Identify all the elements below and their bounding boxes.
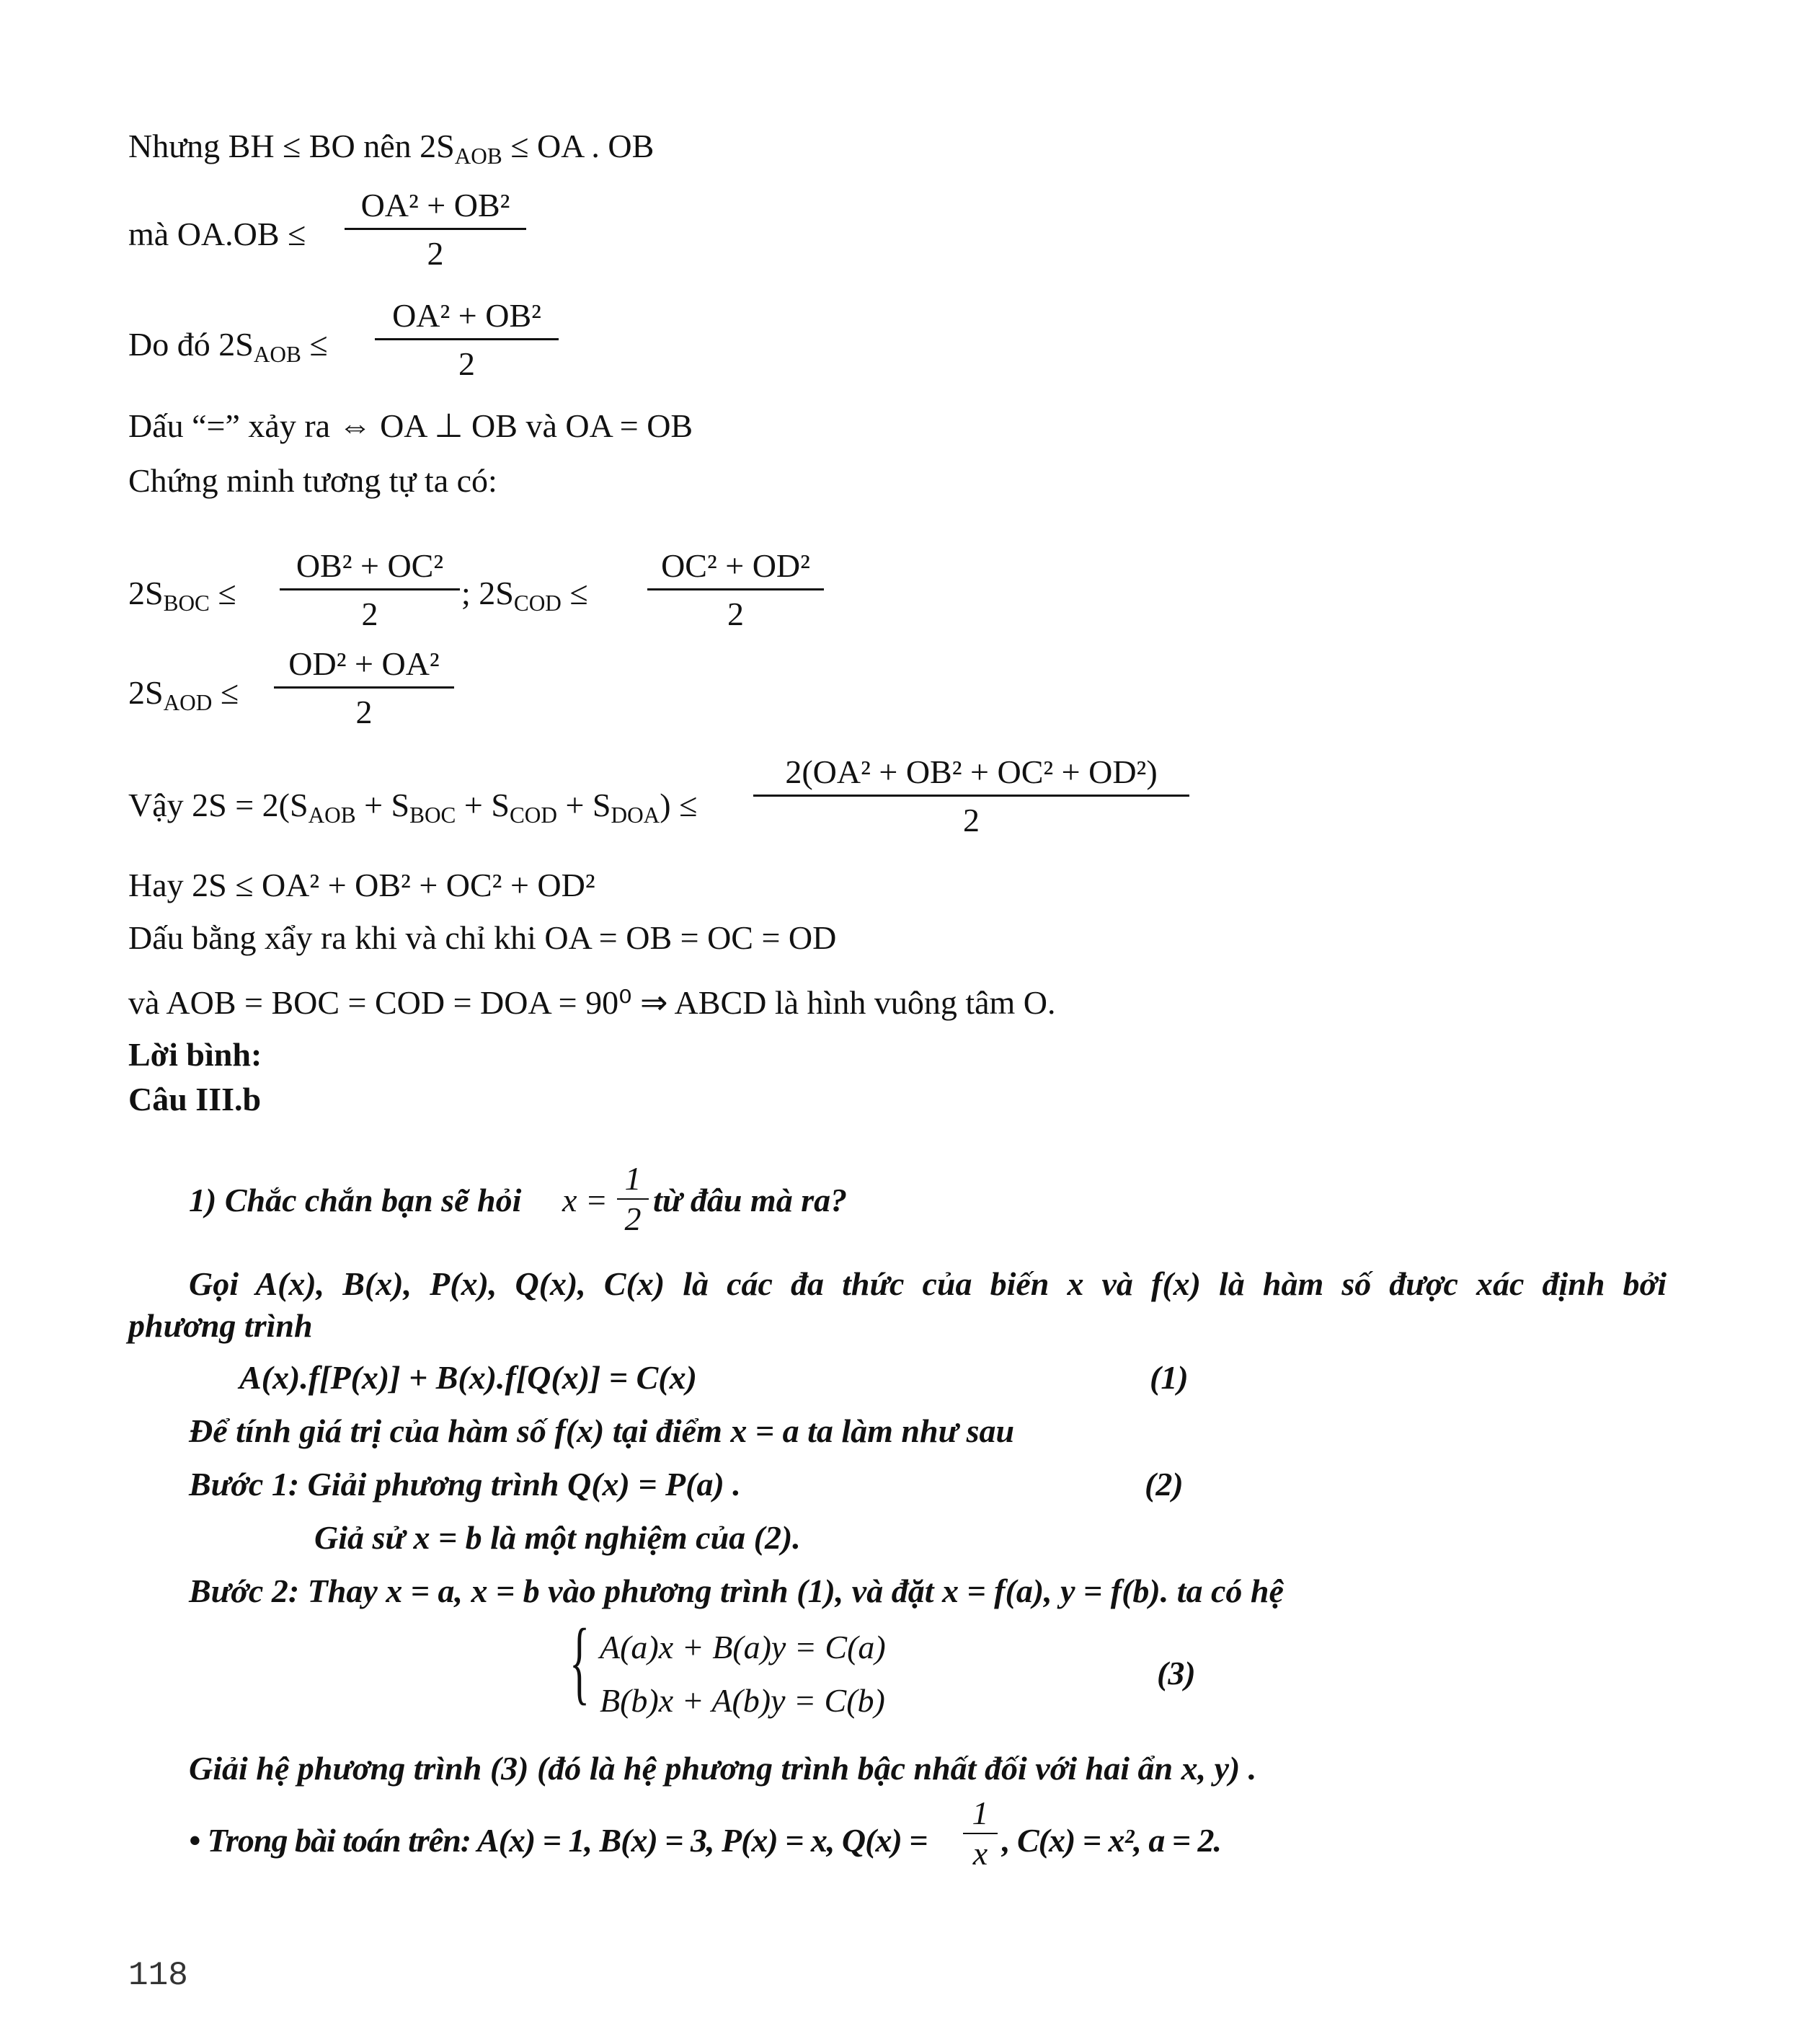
subscript: AOB xyxy=(454,143,502,169)
line-do-do xyxy=(128,326,328,367)
text: từ đâu mà ra? xyxy=(653,1182,848,1218)
paragraph-goi-cont: phương trình xyxy=(128,1307,313,1344)
system-row-1: A(a)x + B(a)y = C(a) xyxy=(600,1629,886,1665)
subscript: DOA xyxy=(611,802,660,828)
subscript: AOB xyxy=(308,802,356,828)
line-oa-ob xyxy=(128,218,306,251)
heading-cau-iii-b: Câu III.b xyxy=(128,1081,262,1118)
line-hinh-vuong: và AOB = BOC = COD = DOA = 90⁰ ⇒ ABCD là hình vuông tâm O. xyxy=(128,984,1056,1021)
equation-1-tag: (1) xyxy=(1150,1359,1189,1396)
line-scod xyxy=(461,575,588,616)
denominator: x xyxy=(972,1835,988,1872)
denominator: 2 xyxy=(458,345,475,382)
numerator: OD² + OA² xyxy=(288,645,440,682)
line-saod xyxy=(128,674,239,715)
step-2: Bước 2: Thay x = a, x = b vào phương trình (1), và đặt x = f(a), y = f(b). ta có hệ xyxy=(189,1572,1284,1609)
system-row-2: B(b)x + A(b)y = C(b) xyxy=(600,1682,885,1719)
text: ≤ xyxy=(301,326,328,363)
fraction xyxy=(345,189,526,270)
denominator: 2 xyxy=(355,694,373,730)
page-number: 118 xyxy=(128,1957,188,1994)
numerator: OA² + OB² xyxy=(392,297,541,334)
line-bh-bo xyxy=(128,128,655,169)
numerator: 1 xyxy=(624,1160,642,1197)
text: ) ≤ xyxy=(660,787,698,823)
text: ≤ xyxy=(212,674,239,711)
line-hay-2s: Hay 2S ≤ OA² + OB² + OC² + OD² xyxy=(128,867,595,903)
heading-loi-binh: Lời bình: xyxy=(128,1036,262,1073)
numerator: OB² + OC² xyxy=(296,547,444,584)
fraction xyxy=(280,549,460,631)
subscript: COD xyxy=(513,590,562,616)
subscript: BOC xyxy=(163,590,210,616)
numerator: OC² + OD² xyxy=(661,547,810,584)
text: ≤ OA . OB xyxy=(502,128,655,164)
line-sboc xyxy=(128,575,236,616)
subscript: BOC xyxy=(409,802,456,828)
fraction xyxy=(753,753,1189,839)
paragraph-goi: Gọi A(x), B(x), P(x), Q(x), C(x) là các đa thức của biến x và f(x) là hàm số được xác định bởi xyxy=(189,1265,1667,1302)
fraction-one-over-x xyxy=(963,1797,998,1870)
question-1 xyxy=(189,1184,521,1217)
text: ; 2S xyxy=(461,575,514,611)
text: ≤ xyxy=(209,575,236,611)
fraction xyxy=(375,299,559,381)
text: mà OA.OB ≤ xyxy=(128,216,306,252)
text: + S xyxy=(556,787,611,823)
text: 2S xyxy=(128,674,164,711)
text: Nhưng BH ≤ BO nên 2S xyxy=(128,128,455,164)
fraction xyxy=(274,647,454,729)
numerator: 1 xyxy=(972,1795,989,1831)
line-vay-2s xyxy=(128,787,698,828)
subscript: AOB xyxy=(253,341,301,367)
paragraph-giai-he: Giải hệ phương trình (3) (đó là hệ phương trình bậc nhất đối với hai ẩn x, y) . xyxy=(189,1750,1257,1787)
equation-1: A(x).f[P(x)] + B(x).f[Q(x)] = C(x) xyxy=(239,1359,697,1396)
line-dau-bang-xay-ra: Dấu bằng xẩy ra khi và chỉ khi OA = OB = OC = OD xyxy=(128,919,837,956)
text: Do đó 2S xyxy=(128,326,254,363)
subscript: COD xyxy=(509,802,557,828)
paragraph-de-tinh: Để tính giá trị của hàm số f(x) tại điểm x = a ta làm như sau xyxy=(189,1412,1015,1449)
line-chung-minh: Chứng minh tương tự ta có: xyxy=(128,462,497,499)
denominator: 2 xyxy=(361,596,378,632)
bullet-bai-toan-cont: , C(x) = x², a = 2. xyxy=(1002,1822,1222,1859)
text: 1) Chắc chắn bạn sẽ hỏi xyxy=(189,1182,522,1218)
subscript: AOD xyxy=(163,689,213,715)
denominator: 2 xyxy=(624,1200,642,1237)
bullet-bai-toan: • Trong bài toán trên: A(x) = 1, B(x) = 3, P(x) = x, Q(x) = xyxy=(189,1822,928,1859)
left-brace-icon: { xyxy=(569,1610,590,1714)
step-1: Bước 1: Giải phương trình Q(x) = P(a) . xyxy=(189,1466,741,1503)
text: 2S xyxy=(128,575,164,611)
numerator: OA² + OB² xyxy=(360,187,510,224)
numerator: 2(OA² + OB² + OC² + OD²) xyxy=(785,753,1158,790)
denominator: 2 xyxy=(427,235,444,272)
line-dau-bang: Dấu “=” xảy ra ⇔ OA ⊥ OB và OA = OB xyxy=(128,407,693,444)
system-tag: (3) xyxy=(1157,1655,1196,1691)
text: + S xyxy=(456,787,510,823)
text: ≤ xyxy=(561,575,588,611)
step-1-note: Giả sử x = b là một nghiệm của (2). xyxy=(314,1519,801,1556)
text: + S xyxy=(355,787,410,823)
text: Vậy 2S = 2(S xyxy=(128,787,309,823)
equation-x: x = xyxy=(562,1182,608,1218)
fraction-one-half xyxy=(617,1162,649,1236)
step-1-tag: (2) xyxy=(1145,1466,1184,1503)
fraction xyxy=(647,549,824,631)
denominator: 2 xyxy=(963,802,980,839)
denominator: 2 xyxy=(727,596,744,632)
